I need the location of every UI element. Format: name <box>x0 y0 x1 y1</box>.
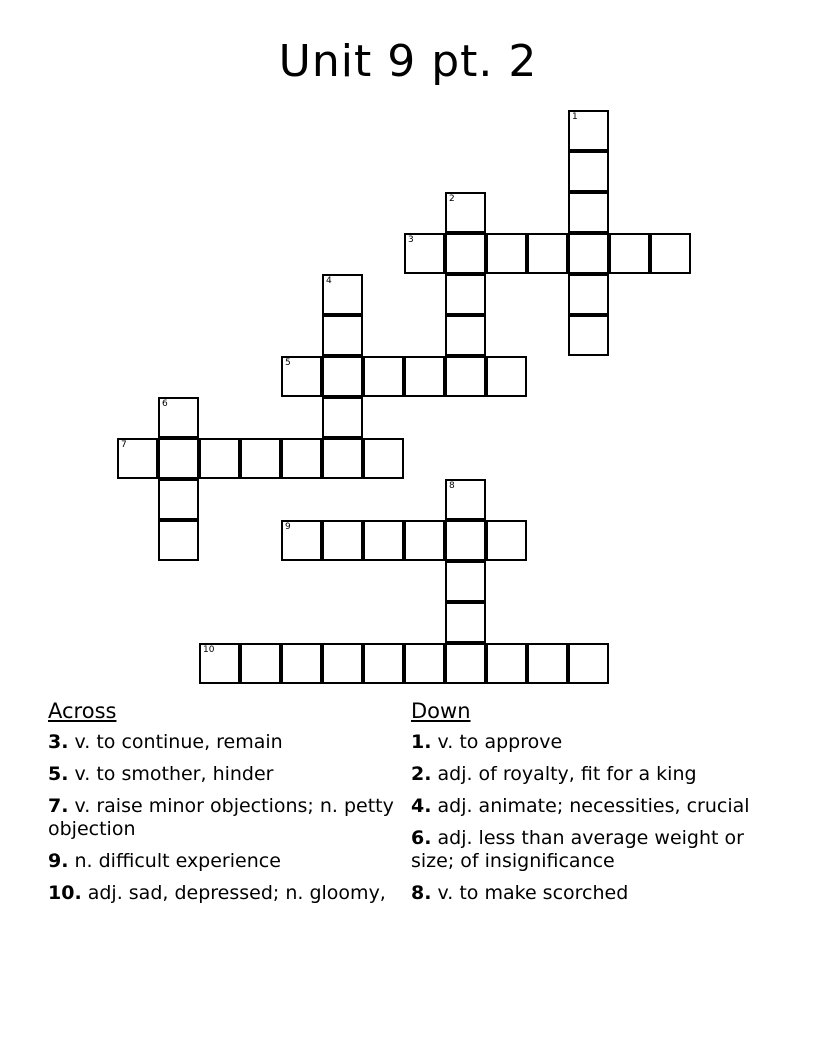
grid-cell[interactable] <box>445 520 486 561</box>
grid-cell[interactable] <box>445 643 486 684</box>
grid-cell[interactable] <box>117 438 158 479</box>
grid-cell[interactable] <box>486 233 527 274</box>
grid-cell[interactable] <box>404 643 445 684</box>
cell-number: 6 <box>162 399 168 409</box>
grid-cell[interactable] <box>281 356 322 397</box>
grid-cell[interactable] <box>609 233 650 274</box>
clue-text: adj. animate; necessities, crucial <box>437 795 750 817</box>
grid-cell[interactable] <box>445 274 486 315</box>
cell-number: 3 <box>408 235 414 245</box>
down-clues <box>411 700 751 914</box>
grid-cell[interactable] <box>445 233 486 274</box>
cell-number: 8 <box>449 481 455 491</box>
cell-number: 4 <box>326 276 332 286</box>
cell-number: 7 <box>121 440 127 450</box>
grid-cell[interactable] <box>568 643 609 684</box>
grid-cell[interactable] <box>322 356 363 397</box>
grid-cell[interactable] <box>158 520 199 561</box>
grid-cell[interactable] <box>322 438 363 479</box>
grid-cell[interactable] <box>199 438 240 479</box>
grid-cell[interactable] <box>158 479 199 520</box>
grid-cell[interactable] <box>445 315 486 356</box>
clue-text: adj. sad, depressed; n. gloomy, <box>87 882 386 904</box>
clue-number: 1. <box>411 731 432 753</box>
clue-number: 8. <box>411 882 432 904</box>
clue-number: 6. <box>411 827 432 849</box>
grid-cell[interactable] <box>568 151 609 192</box>
grid-cell[interactable] <box>568 192 609 233</box>
clue-number: 10. <box>48 882 82 904</box>
grid-cell[interactable] <box>568 110 609 151</box>
grid-cell[interactable] <box>158 438 199 479</box>
grid-cell[interactable] <box>445 561 486 602</box>
grid-cell[interactable] <box>486 643 527 684</box>
grid-cell[interactable] <box>322 643 363 684</box>
clue-text: adj. less than average weight or size; of insignificance <box>411 827 744 872</box>
cell-number: 2 <box>449 194 455 204</box>
grid-cell[interactable] <box>486 356 527 397</box>
clue-across-7 <box>48 795 398 841</box>
grid-cell[interactable] <box>240 643 281 684</box>
grid-cell[interactable] <box>445 356 486 397</box>
grid-cell[interactable] <box>404 233 445 274</box>
grid-cell[interactable] <box>322 520 363 561</box>
grid-cell[interactable] <box>527 233 568 274</box>
grid-cell[interactable] <box>486 520 527 561</box>
grid-cell[interactable] <box>404 520 445 561</box>
clue-text: v. to make scorched <box>437 882 629 904</box>
clue-text: v. to smother, hinder <box>74 763 274 785</box>
clue-across-3 <box>48 731 398 754</box>
cell-number: 10 <box>203 645 215 655</box>
clue-across-9 <box>48 850 398 873</box>
across-heading: Across <box>48 699 117 723</box>
clue-text: v. to approve <box>437 731 563 753</box>
grid-cell[interactable] <box>158 397 199 438</box>
clue-down-2 <box>411 763 751 786</box>
clue-number: 3. <box>48 731 69 753</box>
clue-down-4 <box>411 795 751 818</box>
grid-cell[interactable] <box>568 233 609 274</box>
grid-cell[interactable] <box>281 643 322 684</box>
grid-cell[interactable] <box>281 438 322 479</box>
clue-number: 4. <box>411 795 432 817</box>
grid-cell[interactable] <box>404 356 445 397</box>
grid-cell[interactable] <box>322 315 363 356</box>
clue-text: adj. of royalty, fit for a king <box>437 763 697 785</box>
grid-cell[interactable] <box>363 356 404 397</box>
grid-cell[interactable] <box>322 274 363 315</box>
grid-cell[interactable] <box>363 643 404 684</box>
clue-across-5 <box>48 763 398 786</box>
cell-number: 9 <box>285 522 291 532</box>
grid-cell[interactable] <box>527 643 568 684</box>
grid-cell[interactable] <box>445 192 486 233</box>
grid-cell[interactable] <box>363 438 404 479</box>
grid-cell[interactable] <box>363 520 404 561</box>
clue-number: 5. <box>48 763 69 785</box>
down-heading: Down <box>411 699 471 723</box>
puzzle-title: Unit 9 pt. 2 <box>278 36 538 87</box>
clue-text: v. raise minor objections; n. petty objection <box>48 795 394 840</box>
grid-cell[interactable] <box>322 397 363 438</box>
clue-number: 9. <box>48 850 69 872</box>
grid-cell[interactable] <box>281 520 322 561</box>
grid-cell[interactable] <box>240 438 281 479</box>
clue-number: 7. <box>48 795 69 817</box>
grid-cell[interactable] <box>445 479 486 520</box>
clue-across-10 <box>48 882 398 905</box>
grid-cell[interactable] <box>445 602 486 643</box>
clue-down-1 <box>411 731 751 754</box>
across-clues <box>48 700 398 914</box>
grid-cell[interactable] <box>568 315 609 356</box>
cell-number: 5 <box>285 358 291 368</box>
grid-cell[interactable] <box>568 274 609 315</box>
grid-cell[interactable] <box>650 233 691 274</box>
grid-cell[interactable] <box>199 643 240 684</box>
clue-down-8 <box>411 882 751 905</box>
clue-text: v. to continue, remain <box>74 731 283 753</box>
clue-text: n. difficult experience <box>74 850 281 872</box>
cell-number: 1 <box>572 112 578 122</box>
clue-number: 2. <box>411 763 432 785</box>
clue-down-6 <box>411 827 751 873</box>
